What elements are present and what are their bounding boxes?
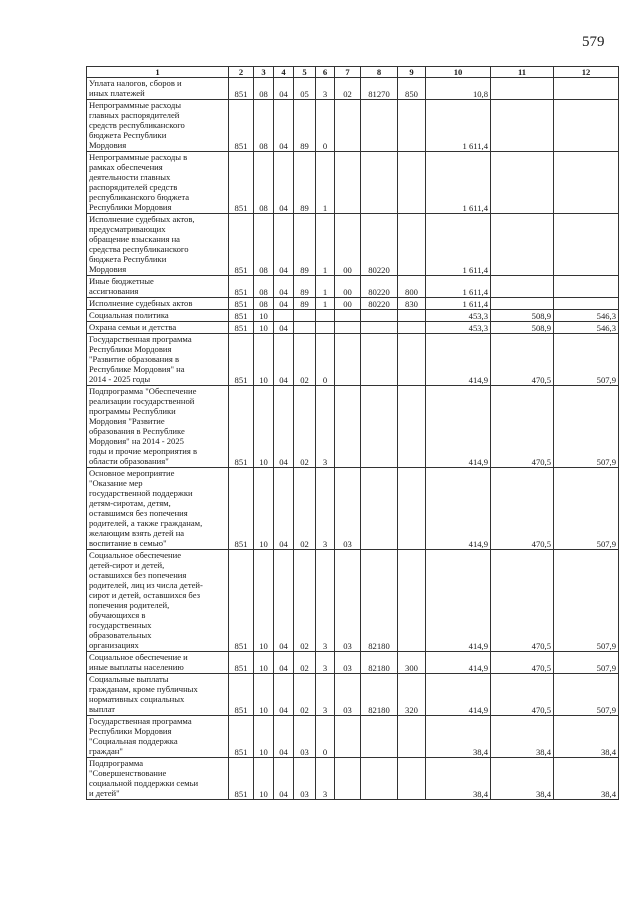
table-row [87,334,619,386]
header-cell: 12 [554,67,619,78]
item-name-line: Республики Мордовия [89,344,172,354]
budget-table [86,66,619,800]
program-cell: 03 [294,758,316,800]
item-name-line: деятельности главных [89,172,171,182]
amount-cell: 38,4 [426,716,491,758]
amount-cell: 507,9 [554,550,619,652]
code-cell: 851 [229,386,254,468]
amount-cell: 1 611,4 [426,276,491,298]
item-name-line: области образования" [89,456,169,466]
subsection-cell: 04 [274,100,294,152]
amount-cell: 10,8 [426,78,491,100]
amount-cell [554,78,619,100]
item-name-line: оставшимся без попечения [89,508,188,518]
direction-cell [361,758,398,800]
expense-type-cell [398,152,426,214]
table-row [87,152,619,214]
program-cell: 89 [294,100,316,152]
program-cell: 02 [294,468,316,550]
expense-type-cell: 850 [398,78,426,100]
subsection-cell: 04 [274,716,294,758]
item-name-line: "Социальная поддержка [89,736,178,746]
subprogram-cell: 3 [316,468,335,550]
item-name-line: 2014 - 2025 годы [89,374,151,384]
item-name-cell [87,674,229,716]
item-name-cell [87,78,229,100]
subsection-cell: 04 [274,322,294,334]
amount-cell: 453,3 [426,322,491,334]
amount-cell: 470,5 [491,386,554,468]
expense-type-cell [398,322,426,334]
amount-cell [491,78,554,100]
code-cell: 851 [229,758,254,800]
amount-cell: 507,9 [554,386,619,468]
header-cell: 11 [491,67,554,78]
code-cell: 851 [229,652,254,674]
item-name-cell [87,550,229,652]
expense-type-cell [398,386,426,468]
header-cell: 5 [294,67,316,78]
item-name-line: иных платежей [89,88,145,98]
amount-cell: 38,4 [491,716,554,758]
expense-type-cell [398,468,426,550]
header-cell: 6 [316,67,335,78]
item-name-line: Охрана семьи и детства [89,322,177,332]
direction-cell [361,100,398,152]
item-name-line: распорядителей средств [89,182,178,192]
item-name-cell [87,716,229,758]
amount-cell: 414,9 [426,386,491,468]
table-row [87,716,619,758]
item-name-line: Иные бюджетные [89,276,154,286]
item-name-line: годы и прочие мероприятия в [89,446,198,456]
amount-cell: 470,5 [491,674,554,716]
program-cell: 02 [294,550,316,652]
item-name-line: обучающихся в [89,610,146,620]
item-name-line: Подпрограмма [89,758,144,768]
item-name-line: Социальная политика [89,310,169,320]
item-name-cell [87,652,229,674]
subsection-cell: 04 [274,386,294,468]
item-name-line: программы Республики [89,406,176,416]
item-name-cell [87,334,229,386]
subprogram-cell: 3 [316,652,335,674]
section-cell: 10 [254,386,274,468]
code-cell: 851 [229,334,254,386]
item-name-cell [87,322,229,334]
item-name-line: Республики Мордовия [89,202,172,212]
item-name-line: воспитание в семью" [89,538,167,548]
item-name-cell [87,386,229,468]
item-name-line: рамках обеспечения [89,162,163,172]
amount-cell: 414,9 [426,652,491,674]
item-name-cell [87,298,229,310]
subsection-cell: 04 [274,152,294,214]
amount-cell: 546,3 [554,310,619,322]
item-name-line: "Совершенствование [89,768,167,778]
item-name-line: родителей, а также гражданам, [89,518,203,528]
expense-type-cell [398,100,426,152]
amount-cell: 470,5 [491,468,554,550]
section-cell: 08 [254,298,274,310]
amount-cell: 453,3 [426,310,491,322]
subsection-cell: 04 [274,550,294,652]
table-row [87,214,619,276]
table-row [87,322,619,334]
amount-cell: 470,5 [491,334,554,386]
item-name-line: ассигнования [89,286,139,296]
item-name-line: Подпрограмма "Обеспечение [89,386,197,396]
direction-cell: 80220 [361,298,398,310]
section-cell: 08 [254,214,274,276]
code-cell: 851 [229,276,254,298]
header-cell: 7 [335,67,361,78]
amount-cell [491,214,554,276]
section-cell: 10 [254,674,274,716]
amount-cell: 507,9 [554,674,619,716]
amount-cell: 38,4 [426,758,491,800]
direction-cell [361,322,398,334]
subprogram-cell: 1 [316,214,335,276]
section-cell: 08 [254,78,274,100]
item-name-line: Непрограммные расходы [89,100,182,110]
code-cell: 851 [229,152,254,214]
section-cell: 10 [254,310,274,322]
subprogram-cell: 1 [316,298,335,310]
table-row [87,100,619,152]
amount-cell: 1 611,4 [426,214,491,276]
direction-cell: 80220 [361,214,398,276]
direction-cell [361,468,398,550]
amount-cell: 470,5 [491,652,554,674]
item-name-line: главных распорядителей [89,110,180,120]
item-name-line: государственной поддержки [89,488,193,498]
section-cell: 08 [254,100,274,152]
expense-type-cell [398,758,426,800]
table-row [87,674,619,716]
direction-cell: 80220 [361,276,398,298]
table-row [87,310,619,322]
section-cell: 10 [254,758,274,800]
item-name-line: Социальное обеспечение [89,550,182,560]
header-cell: 3 [254,67,274,78]
item-name-line: бюджета Республики [89,130,167,140]
amount-cell: 1 611,4 [426,152,491,214]
item-name-line: государственных [89,620,152,630]
item-name-line: детей-сирот и детей, [89,560,165,570]
amount-cell: 414,9 [426,674,491,716]
program-cell: 89 [294,152,316,214]
program-cell [294,322,316,334]
subsection-cell: 04 [274,674,294,716]
item-name-line: Мордовия [89,264,127,274]
item-name-line: республиканского бюджета [89,192,190,202]
table-row [87,298,619,310]
amount-cell [491,100,554,152]
item-name-cell [87,468,229,550]
header-cell: 9 [398,67,426,78]
measure-cell: 03 [335,652,361,674]
subprogram-cell: 3 [316,758,335,800]
item-name-cell [87,100,229,152]
item-name-line: средства республиканского [89,244,189,254]
amount-cell: 414,9 [426,468,491,550]
table-row [87,276,619,298]
amount-cell: 1 611,4 [426,100,491,152]
subsection-cell: 04 [274,276,294,298]
direction-cell [361,152,398,214]
direction-cell: 81270 [361,78,398,100]
amount-cell [554,100,619,152]
amount-cell [491,152,554,214]
direction-cell: 82180 [361,550,398,652]
item-name-line: Мордовия" на 2014 - 2025 [89,436,184,446]
amount-cell: 508,9 [491,322,554,334]
amount-cell: 507,9 [554,468,619,550]
subprogram-cell: 3 [316,78,335,100]
amount-cell: 38,4 [554,716,619,758]
item-name-line: иные выплаты населению [89,662,184,672]
header-cell: 8 [361,67,398,78]
item-name-line: Непрограммные расходы в [89,152,188,162]
code-cell: 851 [229,674,254,716]
direction-cell [361,334,398,386]
table-row [87,550,619,652]
item-name-cell [87,276,229,298]
program-cell: 02 [294,334,316,386]
expense-type-cell [398,550,426,652]
expense-type-cell: 830 [398,298,426,310]
program-cell: 02 [294,652,316,674]
item-name-line: Исполнение судебных актов, [89,214,195,224]
code-cell: 851 [229,550,254,652]
subsection-cell: 04 [274,298,294,310]
item-name-line: нормативных социальных [89,694,185,704]
item-name-line: средств республиканского [89,120,185,130]
header-cell: 10 [426,67,491,78]
header-cell: 2 [229,67,254,78]
direction-cell: 82180 [361,674,398,716]
item-name-line: организациях [89,640,139,650]
section-cell: 10 [254,716,274,758]
amount-cell: 507,9 [554,334,619,386]
item-name-line: родителей, лиц из числа детей- [89,580,203,590]
program-cell: 89 [294,214,316,276]
measure-cell: 03 [335,468,361,550]
subprogram-cell [316,322,335,334]
item-name-cell [87,152,229,214]
table-row [87,758,619,800]
amount-cell: 546,3 [554,322,619,334]
measure-cell: 00 [335,276,361,298]
item-name-line: Государственная программа [89,334,192,344]
section-cell: 10 [254,652,274,674]
page-number: 579 [582,34,605,50]
item-name-line: сирот и детей, оставшихся без [89,590,201,600]
measure-cell [335,310,361,322]
subprogram-cell: 3 [316,550,335,652]
table-row [87,386,619,468]
direction-cell: 82180 [361,652,398,674]
expense-type-cell: 320 [398,674,426,716]
amount-cell: 507,9 [554,652,619,674]
measure-cell [335,334,361,386]
expense-type-cell: 300 [398,652,426,674]
subsection-cell: 04 [274,652,294,674]
amount-cell [554,152,619,214]
section-cell: 10 [254,334,274,386]
item-name-line: реализации государственной [89,396,195,406]
item-name-line: бюджета Республики [89,254,167,264]
program-cell: 89 [294,276,316,298]
header-cell: 1 [87,67,229,78]
direction-cell [361,310,398,322]
item-name-line: Основное мероприятие [89,468,175,478]
item-name-line: Республике Мордовия" на [89,364,185,374]
expense-type-cell [398,334,426,386]
item-name-line: выплат [89,704,116,714]
item-name-line: попечения родителей, [89,600,170,610]
expense-type-cell: 800 [398,276,426,298]
item-name-line: гражданам, кроме публичных [89,684,198,694]
item-name-line: Социальное обеспечение и [89,652,188,662]
amount-cell: 414,9 [426,550,491,652]
code-cell: 851 [229,298,254,310]
subsection-cell [274,310,294,322]
measure-cell: 03 [335,550,361,652]
subsection-cell: 04 [274,214,294,276]
expense-type-cell [398,214,426,276]
header-row [87,67,619,78]
measure-cell: 00 [335,214,361,276]
item-name-line: Государственная программа [89,716,192,726]
measure-cell [335,152,361,214]
code-cell: 851 [229,310,254,322]
measure-cell [335,322,361,334]
amount-cell [554,276,619,298]
measure-cell: 00 [335,298,361,310]
header-cell: 4 [274,67,294,78]
item-name-line: образования в Республике [89,426,185,436]
item-name-line: "Оказание мер [89,478,143,488]
section-cell: 10 [254,550,274,652]
direction-cell [361,386,398,468]
amount-cell: 1 611,4 [426,298,491,310]
code-cell: 851 [229,78,254,100]
subsection-cell: 04 [274,758,294,800]
program-cell: 02 [294,674,316,716]
amount-cell: 470,5 [491,550,554,652]
code-cell: 851 [229,322,254,334]
amount-cell: 508,9 [491,310,554,322]
table-row [87,468,619,550]
amount-cell: 414,9 [426,334,491,386]
subprogram-cell [316,310,335,322]
item-name-line: социальной поддержки семьи [89,778,199,788]
code-cell: 851 [229,100,254,152]
table-body [87,78,619,800]
direction-cell [361,716,398,758]
section-cell: 10 [254,322,274,334]
subprogram-cell: 0 [316,334,335,386]
program-cell: 05 [294,78,316,100]
section-cell: 10 [254,468,274,550]
subsection-cell: 04 [274,468,294,550]
item-name-line: предусматривающих [89,224,166,234]
table-row [87,652,619,674]
item-name-cell [87,758,229,800]
table-row [87,78,619,100]
section-cell: 08 [254,152,274,214]
subsection-cell: 04 [274,334,294,386]
item-name-line: граждан" [89,746,123,756]
item-name-line: Республики Мордовия [89,726,172,736]
program-cell: 89 [294,298,316,310]
item-name-line: Социальные выплаты [89,674,169,684]
item-name-cell [87,310,229,322]
measure-cell [335,100,361,152]
measure-cell: 02 [335,78,361,100]
item-name-line: Исполнение судебных актов [89,298,193,308]
code-cell: 851 [229,716,254,758]
amount-cell [554,298,619,310]
subprogram-cell: 1 [316,276,335,298]
amount-cell: 38,4 [554,758,619,800]
item-name-line: желающим взять детей на [89,528,185,538]
item-name-line: Мордовия "Развитие [89,416,165,426]
program-cell: 03 [294,716,316,758]
amount-cell [491,276,554,298]
item-name-line: и детей" [89,788,120,798]
measure-cell [335,758,361,800]
item-name-line: детям-сиротам, детям, [89,498,171,508]
item-name-line: образовательных [89,630,152,640]
subprogram-cell: 0 [316,100,335,152]
amount-cell: 38,4 [491,758,554,800]
measure-cell [335,386,361,468]
item-name-line: Уплата налогов, сборов и [89,78,182,88]
item-name-line: "Развитие образования в [89,354,180,364]
item-name-line: оставшихся без попечения [89,570,187,580]
expense-type-cell [398,716,426,758]
subprogram-cell: 1 [316,152,335,214]
expense-type-cell [398,310,426,322]
program-cell: 02 [294,386,316,468]
code-cell: 851 [229,468,254,550]
code-cell: 851 [229,214,254,276]
amount-cell [554,214,619,276]
program-cell [294,310,316,322]
amount-cell [491,298,554,310]
subsection-cell: 04 [274,78,294,100]
item-name-cell [87,214,229,276]
measure-cell [335,716,361,758]
subprogram-cell: 3 [316,674,335,716]
section-cell: 08 [254,276,274,298]
subprogram-cell: 3 [316,386,335,468]
item-name-line: обращение взыскания на [89,234,180,244]
measure-cell: 03 [335,674,361,716]
item-name-line: Мордовия [89,140,127,150]
subprogram-cell: 0 [316,716,335,758]
